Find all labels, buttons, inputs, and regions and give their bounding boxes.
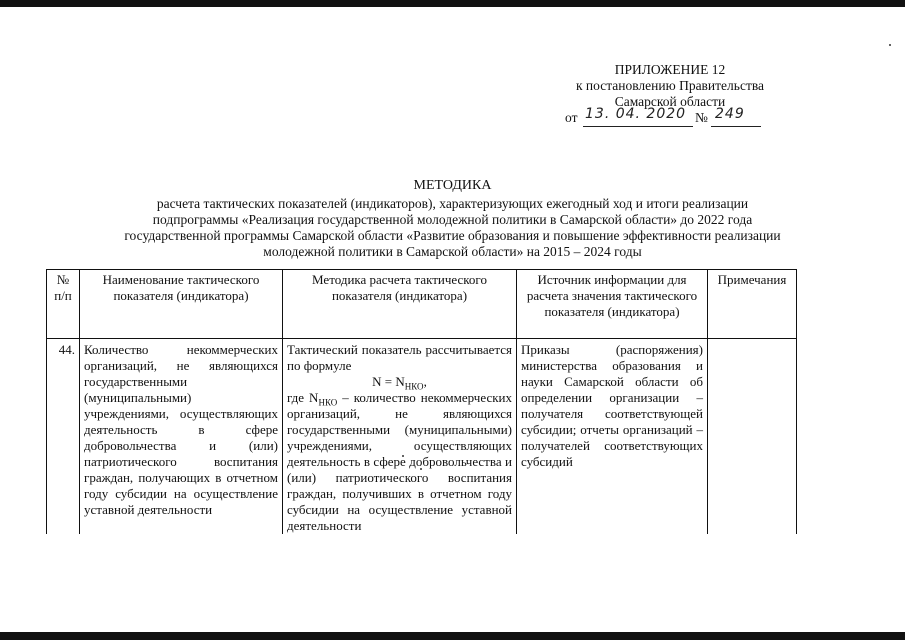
where-subscript: НКО	[318, 397, 338, 408]
scan-edge-bottom	[0, 632, 905, 640]
date-underline	[583, 126, 693, 127]
header-source: Источник информации для расчета значения тактического показателя (индикатора)	[517, 270, 708, 339]
appendix-date-row	[545, 106, 795, 128]
subtitle-line: расчета тактических показателей (индикаторов), характеризующих ежегодный ход и итоги реализации	[156, 196, 749, 211]
appendix-resolution: к постановлению Правительства	[575, 78, 765, 93]
number-label: №	[695, 110, 708, 125]
handwritten-number: 249	[715, 106, 745, 122]
header-notes: Примечания	[708, 270, 797, 339]
method-description	[287, 390, 512, 534]
where-label: где N	[287, 390, 319, 405]
number-underline	[711, 126, 761, 127]
table-row	[47, 339, 797, 535]
formula-comma: ,	[423, 374, 427, 389]
document-title: МЕТОДИКА	[413, 178, 492, 193]
date-from-label: от	[565, 110, 578, 125]
appendix-header	[545, 62, 795, 128]
appendix-title: ПРИЛОЖЕНИЕ 12	[614, 62, 726, 77]
subtitle-line: государственной программы Самарской области «Развитие образования и повышение эффективности реализации	[124, 228, 781, 243]
row-indicator-name: Количество некоммерческих организаций, не являющихся государственными (муниципальными) учреждениями, осуществляющих деятельность в сфере добровольчества и (или) патриотического воспитания граждан, получающих в отчетном году субсидии на осуществление уставной деятельности	[80, 339, 283, 535]
row-method	[283, 339, 517, 535]
subtitle-line: подпрограммы «Реализация государственной молодежной политики в Самарской области» до 2022 года	[152, 212, 753, 227]
header-number: № п/п	[47, 270, 80, 339]
method-formula	[287, 374, 512, 390]
row-notes	[708, 339, 797, 535]
row-number: 44.	[47, 339, 80, 535]
scan-speck	[889, 44, 891, 46]
row-source: Приказы (распоряжения) министерства образования и науки Самарской области об определении организации – получателя соответствующей субсидии; отчеты организаций – получателей соответствующих субсидий	[517, 339, 708, 535]
indicators-table	[46, 269, 797, 534]
method-intro: Тактический показатель рассчитывается по формуле	[287, 342, 512, 373]
appendix-region: Самарской области	[614, 94, 726, 109]
document-subtitle	[40, 196, 865, 260]
handwritten-date: 13. 04. 2020	[585, 106, 687, 122]
formula-text: N = N	[372, 374, 405, 389]
subtitle-line: молодежной политики в Самарской области» на 2015 – 2024 годы	[263, 244, 642, 259]
header-indicator-name: Наименование тактического показателя (индикатора)	[80, 270, 283, 339]
method-description-text: – количество некоммерческих организаций, не являющихся государственными (муниципальными) учреждениями, осуществляющих деятельность в сфере добровольчества и (или) патриотического воспитания граждан, получивших в отчетном году субсидии на осуществление уставной деятельности	[287, 390, 512, 533]
formula-subscript: НКО	[404, 381, 424, 392]
scan-edge-top	[0, 0, 905, 7]
table-header-row	[47, 270, 797, 339]
header-method: Методика расчета тактического показателя (индикатора)	[283, 270, 517, 339]
